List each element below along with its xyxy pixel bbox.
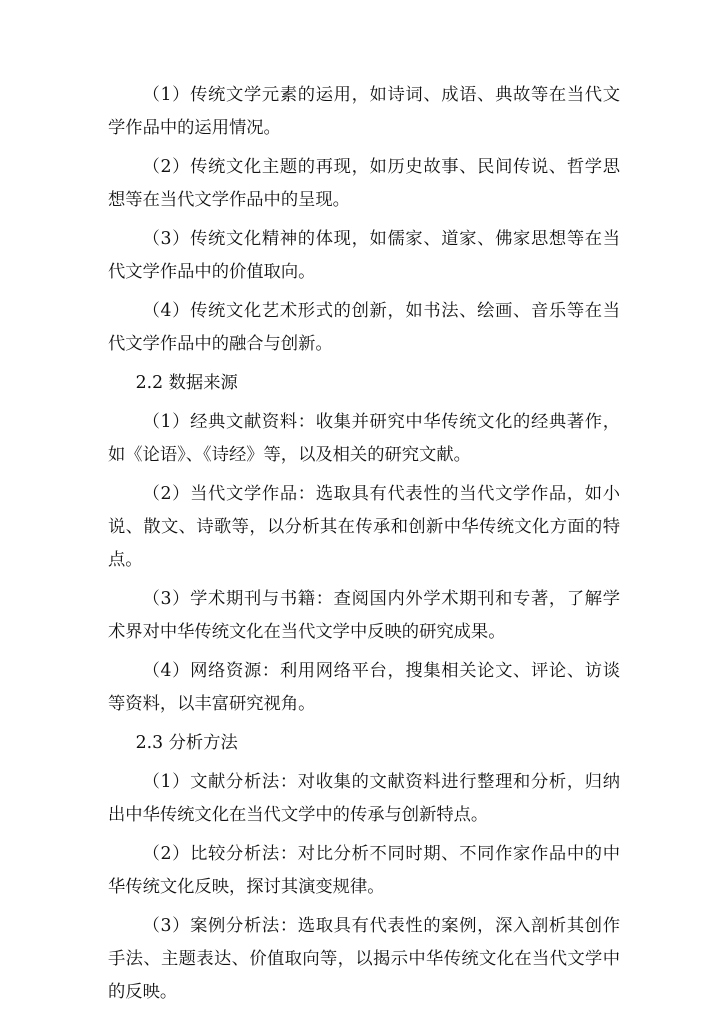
item-traditional-spirit: （3）传统文化精神的体现，如儒家、道家、佛家思想等在当代文学作品中的价值取向。: [108, 229, 620, 282]
item-traditional-elements: （1）传统文学元素的运用，如诗词、成语、典故等在当代文学作品中的运用情况。: [108, 85, 620, 138]
item-case-analysis: （3）案例分析法：选取具有代表性的案例，深入剖析其创作手法、主题表达、价值取向等，以揭示中华传统文化在当代文学中的反映。: [108, 916, 620, 1002]
item-traditional-themes: （2）传统文化主题的再现，如历史故事、民间传说、哲学思想等在当代文学作品中的呈现。: [108, 157, 620, 210]
item-contemporary-works: （2）当代文学作品：选取具有代表性的当代文学作品，如小说、散文、诗歌等，以分析其在传承和创新中华传统文化方面的特点。: [108, 484, 620, 570]
item-comparative-analysis: （2）比较分析法：对比分析不同时期、不同作家作品中的中华传统文化反映，探讨其演变规律。: [108, 844, 620, 897]
item-academic-journals: （3）学术期刊与书籍：查阅国内外学术期刊和专著，了解学术界对中华传统文化在当代文学中反映的研究成果。: [108, 589, 620, 642]
item-literature-analysis: （1）文献分析法：对收集的文献资料进行整理和分析，归纳出中华传统文化在当代文学中的传承与创新特点。: [108, 772, 620, 825]
section-analysis-methods: 2.3 分析方法: [135, 733, 238, 753]
document-body: [108, 79, 620, 1015]
item-art-forms: （4）传统文化艺术形式的创新，如书法、绘画、音乐等在当代文学作品中的融合与创新。: [108, 301, 620, 354]
section-data-sources: 2.2 数据来源: [135, 373, 238, 393]
item-online-resources: （4）网络资源：利用网络平台，搜集相关论文、评论、访谈等资料，以丰富研究视角。: [108, 661, 620, 714]
item-classic-literature: （1）经典文献资料：收集并研究中华传统文化的经典著作，如《论语》、《诗经》等，以及相关的研究文献。: [108, 412, 620, 465]
